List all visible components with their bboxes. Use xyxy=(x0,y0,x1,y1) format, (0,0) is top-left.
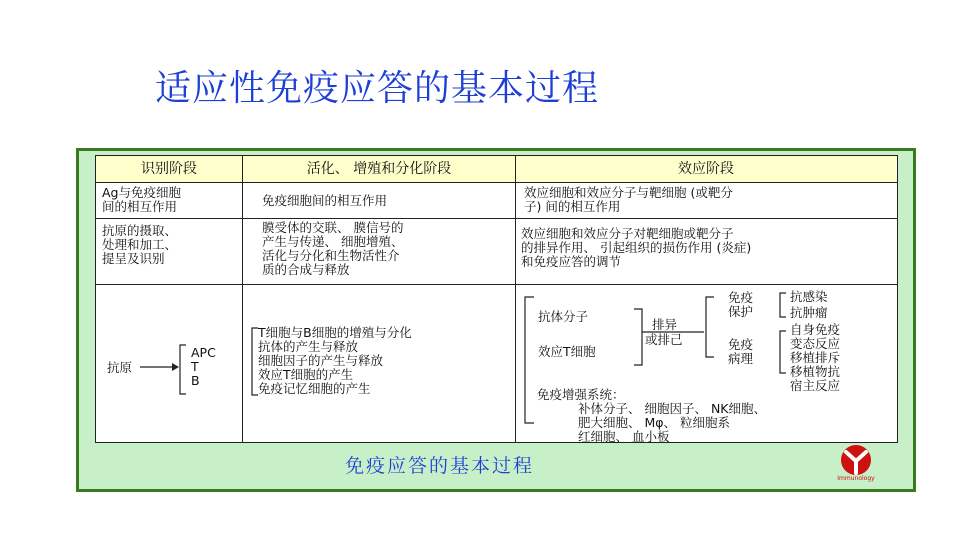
row2-activation-line3: 活化与分化和生物活性介 xyxy=(262,248,400,263)
row1-recognition-line2: 间的相互作用 xyxy=(102,199,178,214)
row2-recognition-line1: 抗原的摄取、 xyxy=(102,223,178,238)
row2-effector-line3: 和免疫应答的调节 xyxy=(521,254,622,269)
header-activation: 活化、 增殖和分化阶段 xyxy=(306,161,452,177)
row3-activation-line3: 细胞因子的产生与释放 xyxy=(258,353,384,368)
enhance-line-1: 补体分子、 细胞因子、 NK细胞、 xyxy=(578,401,766,416)
slide-title: 适应性免疫应答的基本过程 xyxy=(155,68,600,109)
enhance-line-3: 红细胞、 血小板 xyxy=(578,429,670,444)
row3-activation-line2: 抗体的产生与释放 xyxy=(258,339,359,354)
pathology-item-4: 移植物抗 xyxy=(790,364,841,379)
protect-label-2: 保护 xyxy=(728,304,754,319)
row3-activation-line1: T细胞与B细胞的增殖与分化 xyxy=(258,325,412,340)
row2-activation-line1: 膜受体的交联、 膜信号的 xyxy=(262,220,404,235)
row2-effector-line2: 的排异作用、 引起组织的损伤作用 (炎症) xyxy=(521,240,752,255)
row2-effector-line1: 效应细胞和效应分子对靶细胞或靶分子 xyxy=(521,226,734,241)
header-recognition: 识别阶段 xyxy=(141,161,197,177)
row2-activation-line2: 产生与传递、 细胞增殖、 xyxy=(262,234,404,249)
row3-activation-line4: 效应T细胞的产生 xyxy=(258,367,354,382)
reject-label-1: 排异 xyxy=(652,317,678,332)
pathology-item-5: 宿主反应 xyxy=(790,378,841,393)
row-divider xyxy=(95,218,897,219)
cell-apc: APC xyxy=(191,345,216,360)
protect-item-tumor: 抗肿瘤 xyxy=(790,305,828,320)
antigen-label: 抗原 xyxy=(107,360,133,375)
row3-activation-line5: 免疫记忆细胞的产生 xyxy=(258,381,371,396)
pathology-item-3: 移植排斥 xyxy=(790,350,841,365)
effector-t-cell: 效应T细胞 xyxy=(538,344,596,359)
logo-text: Immunology xyxy=(837,475,875,482)
figure-caption: 免疫应答的基本过程 xyxy=(345,455,535,477)
row2-activation-line4: 质的合成与释放 xyxy=(262,262,350,277)
cell-t: T xyxy=(191,359,199,374)
antibody-molecule: 抗体分子 xyxy=(538,309,589,324)
row2-recognition-line2: 处理和加工、 xyxy=(102,237,178,252)
row2-recognition-line3: 提呈及识别 xyxy=(102,251,165,266)
cell-b: B xyxy=(191,373,200,388)
header-effector: 效应阶段 xyxy=(678,161,734,177)
pathology-item-1: 自身免疫 xyxy=(790,322,841,337)
protect-item-infection: 抗感染 xyxy=(790,289,828,304)
enhance-line-2: 肥大细胞、 Mφ、 粒细胞系 xyxy=(578,415,730,430)
enhance-title: 免疫增强系统： xyxy=(537,387,625,402)
row1-activation: 免疫细胞间的相互作用 xyxy=(262,193,388,208)
cells-bracket xyxy=(178,344,188,396)
reject-label-2: 或排己 xyxy=(645,332,683,347)
pathology-item-2: 变态反应 xyxy=(790,336,841,351)
row1-effector-line1: 效应细胞和效应分子与靶细胞 (或靶分 xyxy=(524,185,733,200)
row1-effector-line2: 子) 间的相互作用 xyxy=(524,199,621,214)
row-divider xyxy=(95,182,897,183)
column-divider xyxy=(242,155,243,442)
row1-recognition-line1: Ag与免疫细胞 xyxy=(102,185,181,200)
immunology-logo xyxy=(833,443,879,483)
pathology-label-2: 病理 xyxy=(728,351,754,366)
antigen-arrow xyxy=(140,360,180,374)
protect-label-1: 免疫 xyxy=(728,290,754,305)
pathology-label-1: 免疫 xyxy=(728,337,754,352)
